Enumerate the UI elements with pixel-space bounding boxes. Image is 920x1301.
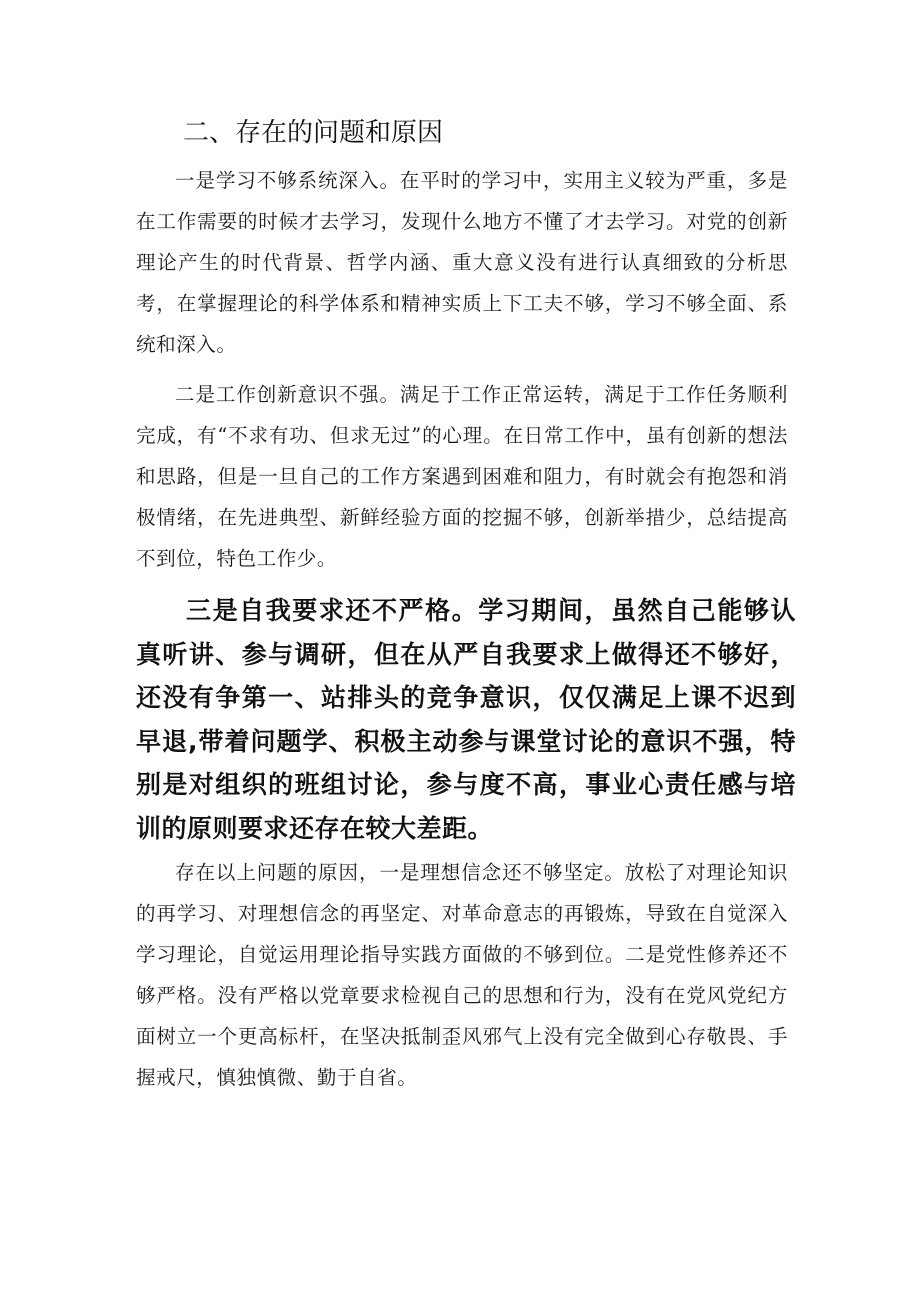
paragraph-innovation-issue: 二是工作创新意识不强。满足于工作正常运转，满足于工作任务顺利完成，有“不求有功、但求无过”的心理。在日常工作中，虽有创新的想法和思路，但是一旦自己的工作方案遇到困难和阻力，有时就会有抱怨和消极情绪，在先进典型、新鲜经验方面的挖掘不够，创新举措少，总结提高不到位，特色工作少。	[136, 383, 788, 570]
paragraph-causes: 存在以上问题的原因，一是理想信念还不够坚定。放松了对理论知识的再学习、对理想信念的再坚定、对革命意志的再锻炼，导致在自觉深入学习理论，自觉运用理论指导实践方面做的不够到位。二是党性修养还不够严格。没有严格以党章要求检视自己的思想和行为，没有在党风党纪方面树立一个更高标杆，在坚决抵制歪风邪气上没有完全做到心存敬畏、手握戒尺，慎独慎微、勤于自省。	[136, 861, 788, 1089]
paragraph-self-requirement-issue: 三是自我要求还不严格。学习期间，虽然自己能够认真听讲、参与调研，但在从严自我要求上做得还不够好，还没有争第一、站排头的竞争意识，仅仅满足上课不迟到早退,带着问题学、积极主动参与课堂讨论的意识不强，特别是对组织的班组讨论，参与度不高，事业心责任感与培训的原则要求还存在较大差距。	[136, 596, 796, 843]
section-heading: 二、存在的问题和原因	[183, 118, 444, 148]
paragraph-study-issue: 一是学习不够系统深入。在平时的学习中，实用主义较为严重，多是在工作需要的时候才去学习，发现什么地方不懂了才去学习。对党的创新理论产生的时代背景、哲学内涵、重大意义没有进行认真细致的分析思考，在掌握理论的科学体系和精神实质上下工夫不够，学习不够全面、系统和深入。	[136, 169, 788, 356]
